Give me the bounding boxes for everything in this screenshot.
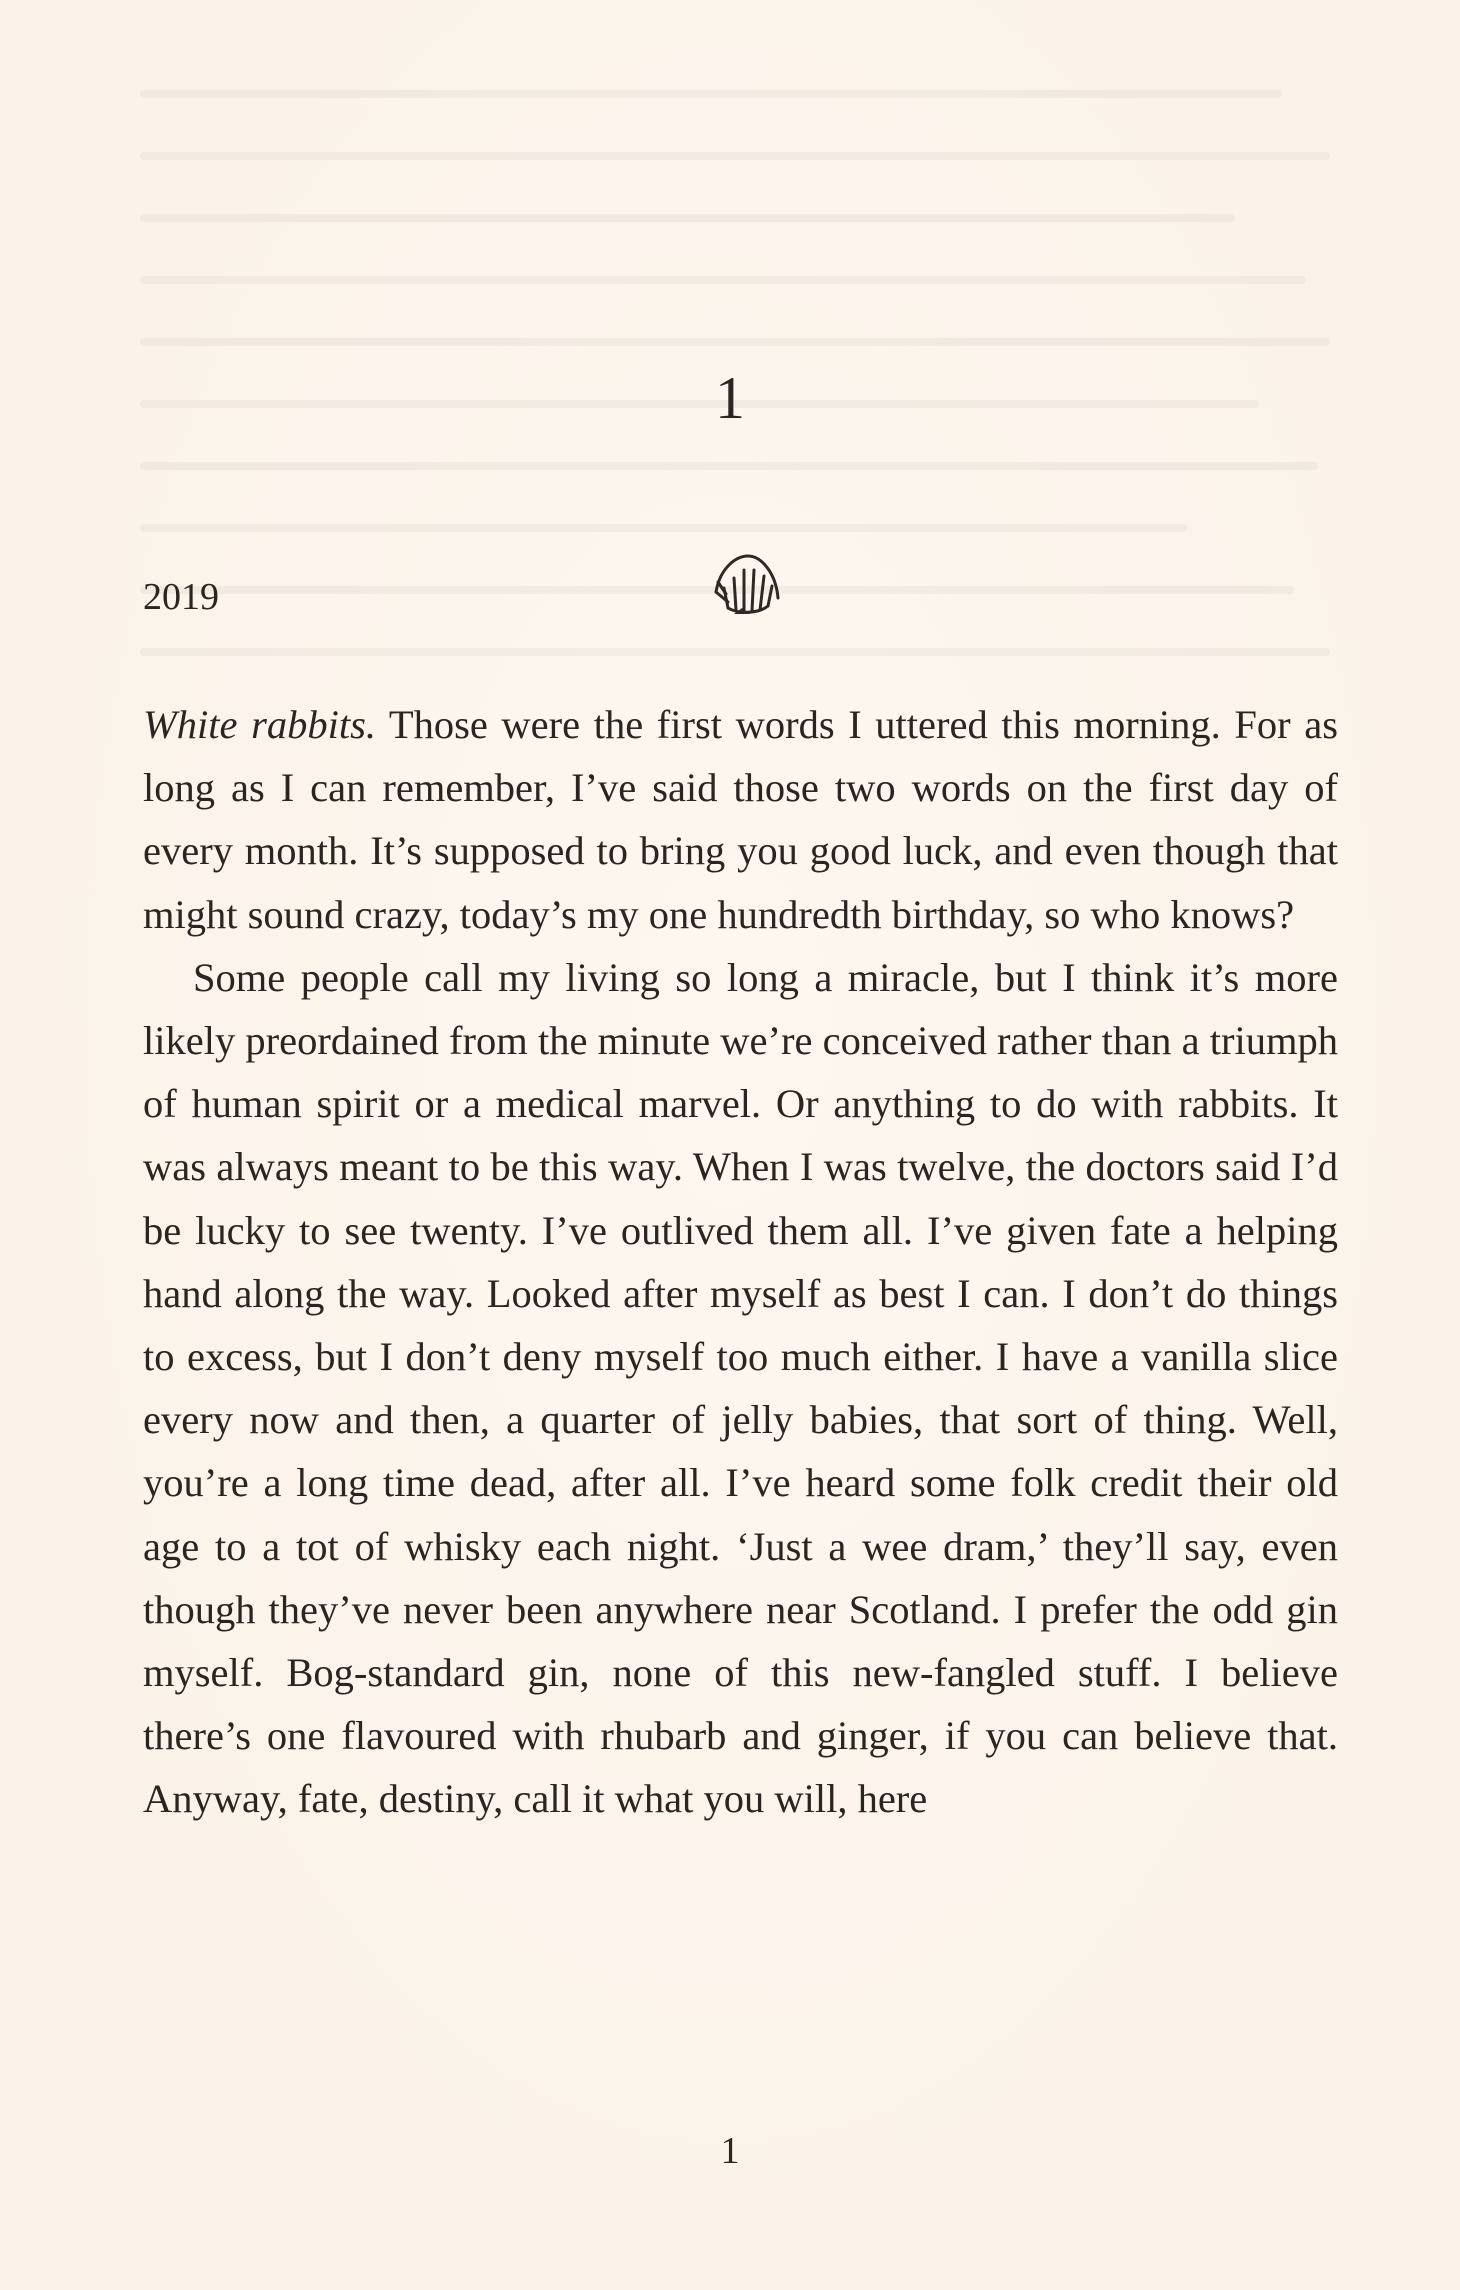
italic-phrase: White rabbits. — [143, 702, 376, 747]
paragraph — [143, 693, 1338, 946]
chapter-year: 2019 — [143, 576, 219, 618]
paragraph-text: Those were the first words I uttered this morning. For as long as I can remember, I’ve said those two words on the first day of every month. It’s supposed to bring you good luck, and even though that might sound crazy, today’s my one hundredth birthday, so who knows? — [143, 702, 1338, 937]
chapter-number: 1 — [715, 365, 745, 431]
chapter-body — [143, 693, 1338, 1831]
scallop-shell-icon — [706, 548, 784, 618]
paragraph: Some people call my living so long a miracle, but I think it’s more likely preordained from the minute we’re conceived rather than a triumph of human spirit or a medical marvel. Or anything to do with rabbits. It was always meant to be this way. When I was twelve, the doctors said I’d be lucky to see twenty. I’ve outlived them all. I’ve given fate a helping hand along the way. Looked after myself as best I can. I don’t do things to excess, but I don’t deny myself too much either. I have a vanilla slice every now and then, a quarter of jelly babies, that sort of thing. Well, you’re a long time dead, after all. I’ve heard some folk credit their old age to a tot of whisky each night. ‘Just a wee dram,’ they’ll say, even though they’ve never been anywhere near Scotland. I prefer the odd gin myself. Bog-standard gin, none of this new-fangled stuff. I believe there’s one flavoured with rhubarb and ginger, if you can believe that. Anyway, fate, destiny, call it what you will, here — [143, 954, 1338, 1822]
page-number: 1 — [720, 2130, 740, 2172]
